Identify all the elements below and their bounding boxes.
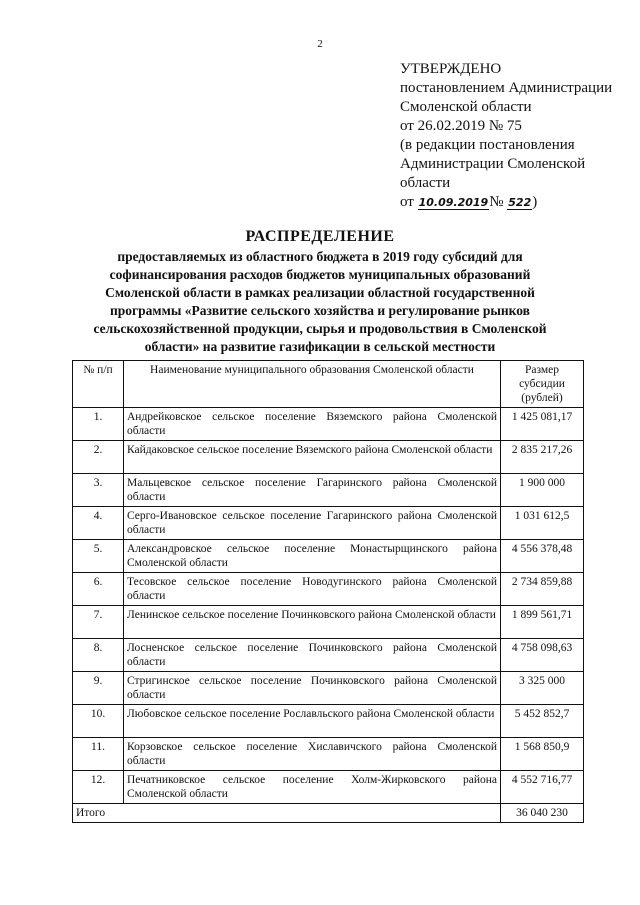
- row-number: 6.: [73, 573, 124, 606]
- table-row: [73, 639, 584, 672]
- approval-line: УТВЕРЖДЕНО: [400, 61, 502, 77]
- table-row: [73, 606, 584, 639]
- table-row: [73, 738, 584, 771]
- row-number: 12.: [73, 771, 124, 804]
- subtitle-line: сельскохозяйственной продукции, сырья и продовольствия в Смоленской: [93, 321, 547, 336]
- row-municipality: Мальцевское сельское поселение Гагаринского района Смоленской области: [124, 474, 501, 507]
- subtitle-line: программы «Развитие сельского хозяйства и регулирование рынков: [110, 303, 530, 318]
- distribution-table: [72, 360, 584, 823]
- header-amount: Размер субсидии (рублей): [501, 361, 584, 408]
- row-amount: 4 758 098,63: [501, 639, 584, 672]
- table-row: [73, 540, 584, 573]
- approval-stamp: [400, 60, 612, 212]
- row-number: 8.: [73, 639, 124, 672]
- approval-line: (в редакции постановления: [400, 137, 575, 153]
- document-title: РАСПРЕДЕЛЕНИЕ: [245, 228, 395, 245]
- table-row: [73, 474, 584, 507]
- subtitle-line: предоставляемых из областного бюджета в 2019 году субсидий для: [117, 249, 523, 264]
- row-municipality: Стригинское сельское поселение Починковского района Смоленской области: [124, 672, 501, 705]
- row-number: 11.: [73, 738, 124, 771]
- page-number: 2: [317, 38, 323, 50]
- row-municipality: Кайдаковское сельское поселение Вяземского района Смоленской области: [124, 441, 501, 474]
- row-municipality: Лосненское сельское поселение Починковского района Смоленской области: [124, 639, 501, 672]
- row-number: 2.: [73, 441, 124, 474]
- table-header-row: [73, 361, 584, 408]
- table-total-row: [73, 804, 584, 823]
- row-municipality: Печатниковское сельское поселение Холм-Жирковского района Смоленской области: [124, 771, 501, 804]
- table-row: [73, 507, 584, 540]
- table-row: [73, 573, 584, 606]
- total-label: Итого: [73, 804, 501, 823]
- row-municipality: Ленинское сельское поселение Починковского района Смоленской области: [124, 606, 501, 639]
- table-row: [73, 771, 584, 804]
- row-number: 5.: [73, 540, 124, 573]
- approval-line: Смоленской области: [400, 99, 532, 115]
- subtitle-line: софинансирования расходов бюджетов муниципальных образований: [109, 267, 531, 282]
- row-amount: 4 552 716,77: [501, 771, 584, 804]
- row-number: 7.: [73, 606, 124, 639]
- row-amount: 2 734 859,88: [501, 573, 584, 606]
- row-amount: 1 568 850,9: [501, 738, 584, 771]
- approval-line: Администрации Смоленской: [400, 156, 586, 172]
- row-municipality: Александровское сельское поселение Монастырщинского района Смоленской области: [124, 540, 501, 573]
- header-municipality: Наименование муниципального образования Смоленской области: [124, 361, 501, 408]
- row-number: 4.: [73, 507, 124, 540]
- table-row: [73, 705, 584, 738]
- row-number: 9.: [73, 672, 124, 705]
- row-municipality: Тесовское сельское поселение Новодугинского района Смоленской области: [124, 573, 501, 606]
- approval-line: области: [400, 175, 451, 191]
- handwritten-number: 522: [508, 196, 532, 209]
- approval-number-sign: №: [489, 194, 504, 210]
- row-number: 10.: [73, 705, 124, 738]
- subtitle-line: Смоленской области в рамках реализации областной государственной: [105, 285, 535, 300]
- row-amount: 1 031 612,5: [501, 507, 584, 540]
- row-amount: 5 452 852,7: [501, 705, 584, 738]
- row-amount: 2 835 217,26: [501, 441, 584, 474]
- handwritten-date: 10.09.2019: [418, 196, 489, 209]
- document-title-block: [60, 228, 580, 356]
- row-municipality: Серго-Ивановское сельское поселение Гагаринского района Смоленской области: [124, 507, 501, 540]
- table-row: [73, 408, 584, 441]
- row-municipality: Андрейковское сельское поселение Вяземского района Смоленской области: [124, 408, 501, 441]
- approval-close-paren: ): [532, 194, 538, 210]
- table-row: [73, 441, 584, 474]
- row-amount: 1 899 561,71: [501, 606, 584, 639]
- row-amount: 1 900 000: [501, 474, 584, 507]
- row-amount: 4 556 378,48: [501, 540, 584, 573]
- row-municipality: Любовское сельское поселение Рославльского района Смоленской области: [124, 705, 501, 738]
- approval-line: от 26.02.2019 № 75: [400, 118, 522, 134]
- row-amount: 3 325 000: [501, 672, 584, 705]
- header-number: № п/п: [73, 361, 124, 408]
- row-number: 3.: [73, 474, 124, 507]
- approval-from-label: от: [400, 194, 414, 210]
- table-row: [73, 672, 584, 705]
- row-amount: 1 425 081,17: [501, 408, 584, 441]
- approval-line: постановлением Администрации: [400, 80, 613, 96]
- row-number: 1.: [73, 408, 124, 441]
- subtitle-line: области» на развитие газификации в сельской местности: [144, 339, 496, 354]
- approval-line-handwritten: [400, 193, 612, 212]
- row-municipality: Корзовское сельское поселение Хиславичского района Смоленской области: [124, 738, 501, 771]
- total-amount: 36 040 230: [501, 804, 584, 823]
